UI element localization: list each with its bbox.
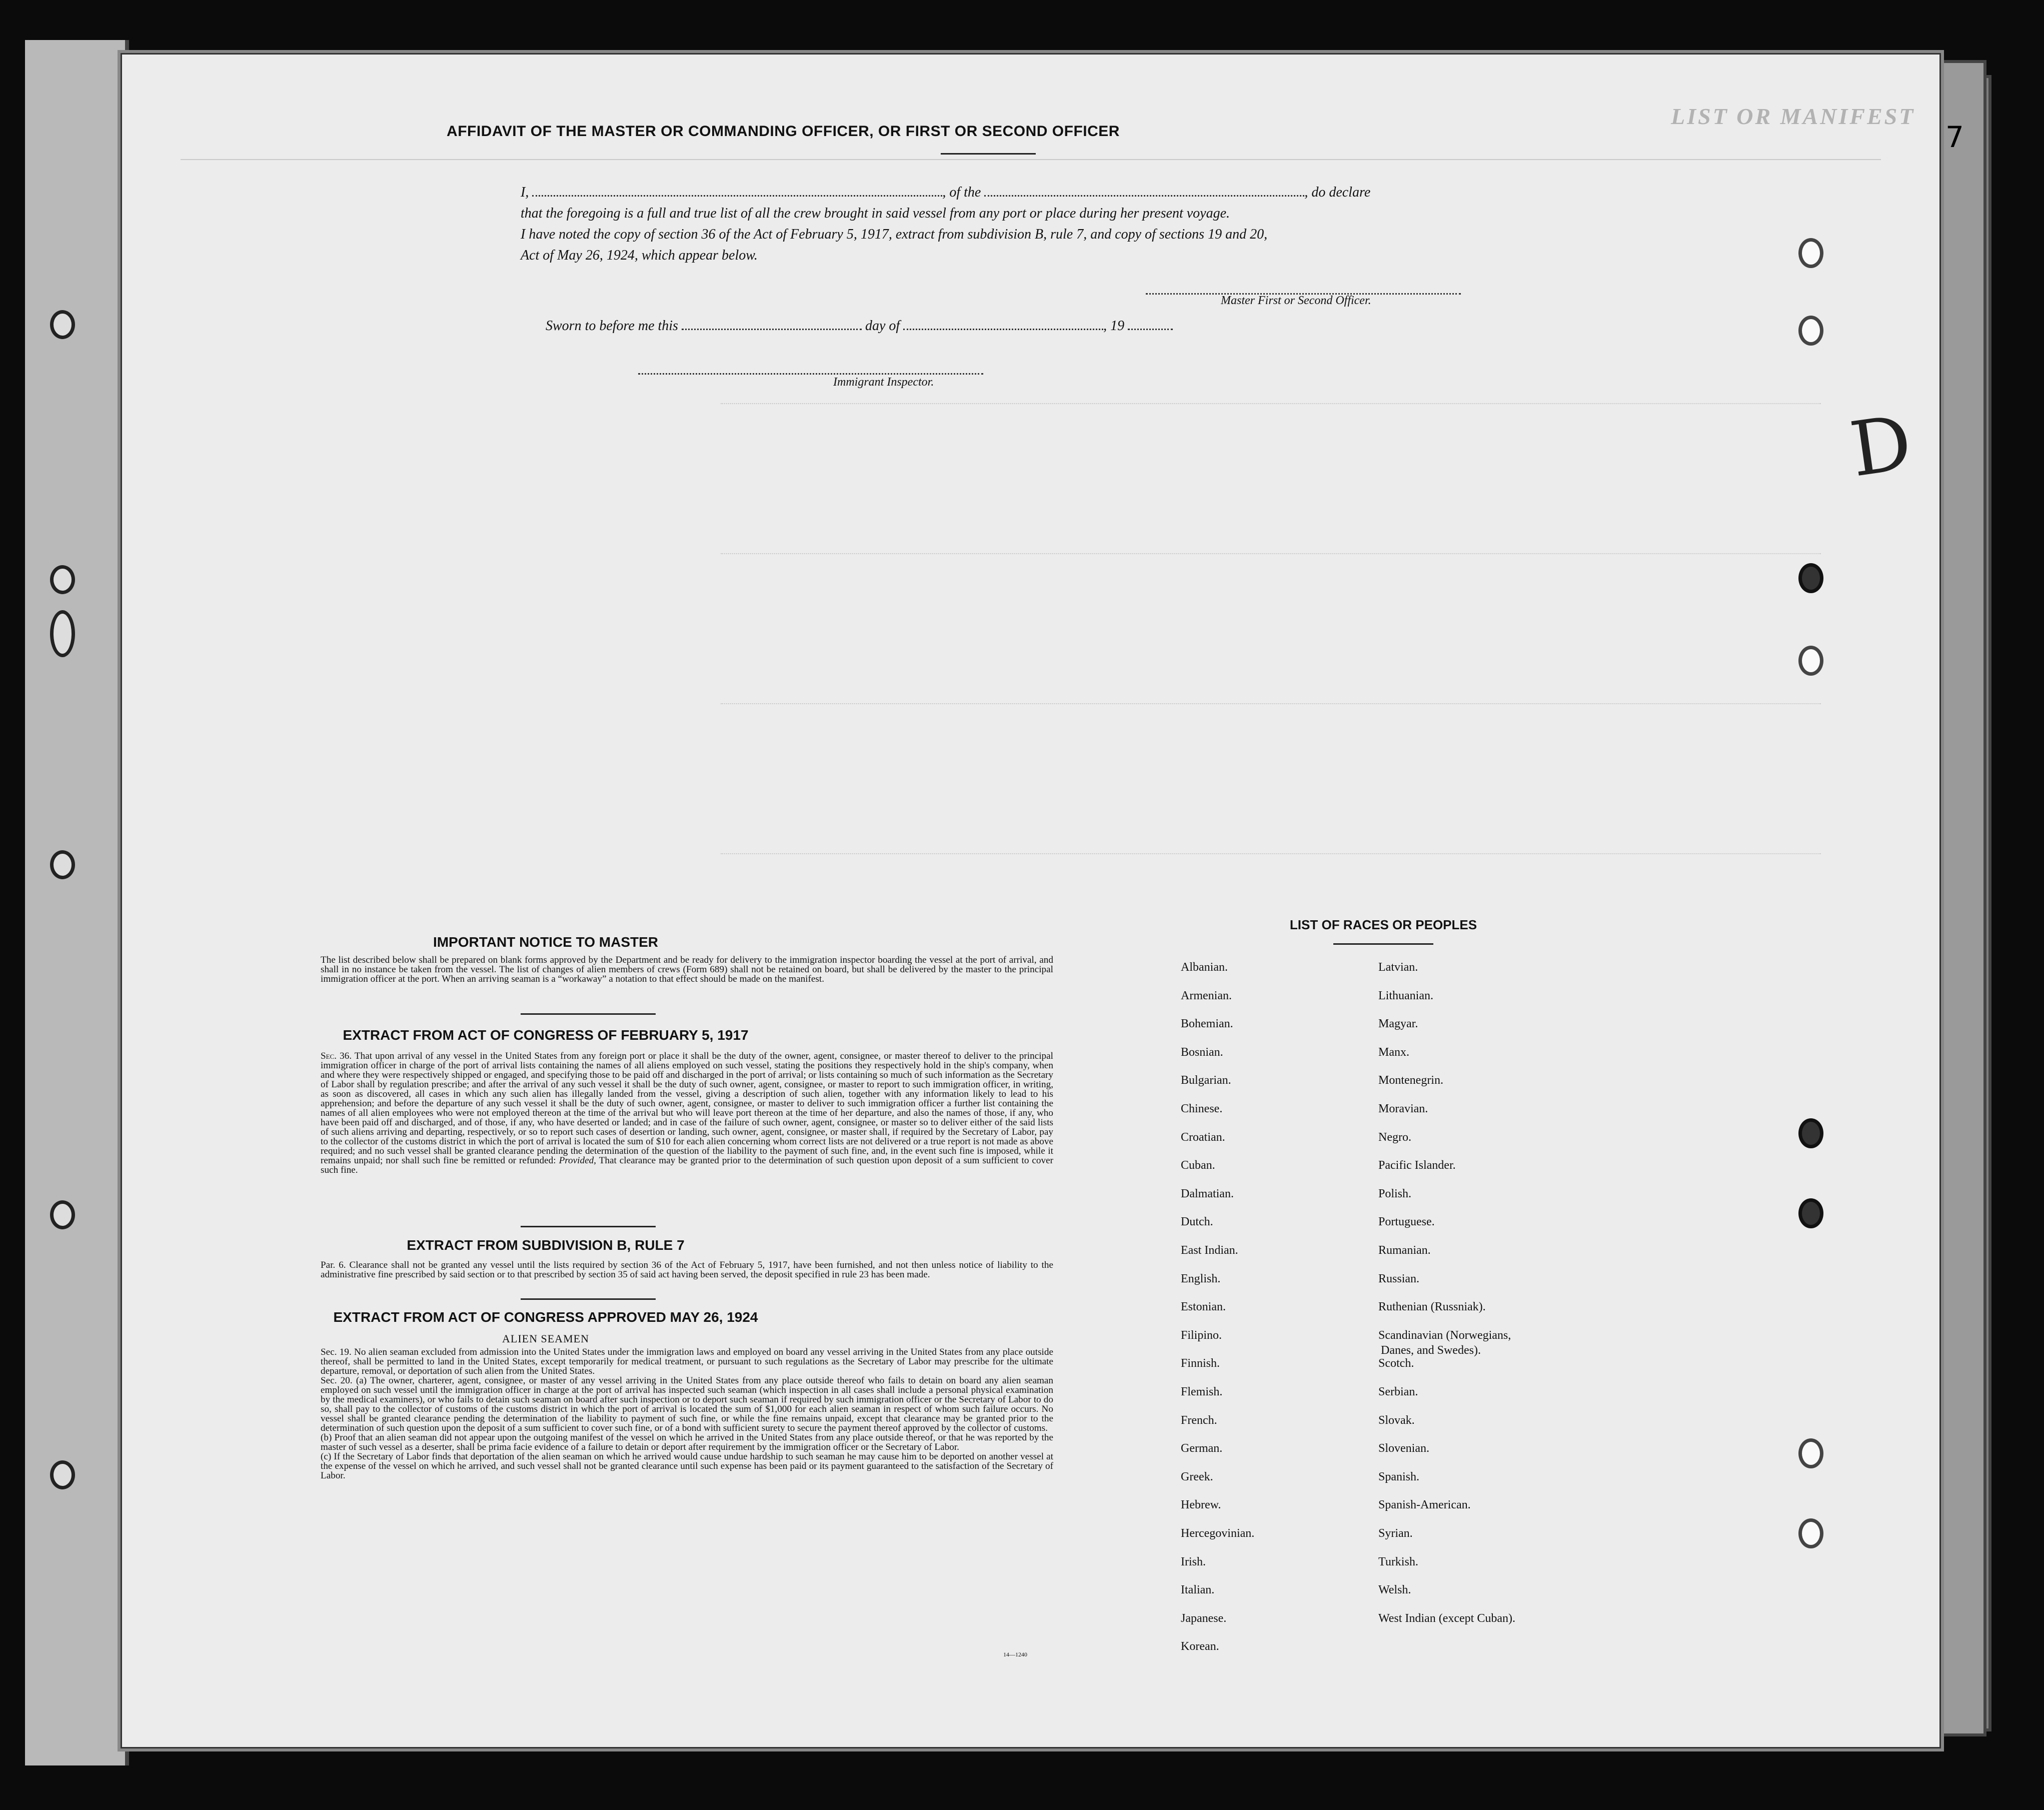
race-item: West Indian (except Cuban). [1378, 1611, 1515, 1625]
punch-hole [1798, 563, 1823, 593]
punch-hole [1798, 238, 1823, 268]
master-caption: Master First or Second Officer. [1221, 294, 1371, 307]
race-item: Danes, and Swedes). [1381, 1343, 1481, 1357]
divider [941, 153, 1036, 155]
rule7-title: EXTRACT FROM SUBDIVISION B, RULE 7 [407, 1237, 685, 1253]
manifest-page: LIST OR MANIFEST D AFFIDAVIT OF THE MASTER OR COMMANDING OFFICER, OR FIRST OR SECOND OFFICER I, , of the , do declare that the foregoing is a full and true list of all the crew brought in said vessel from any port or place during her present voyage. I have noted the copy of section 36 of the Act of February 5, 1917, extract from subdivision B, rule 7, and copy of sections 19 and 20, Act of May 26, 1924, which appear below. Master First or Second Officer. Sworn to before me this day of , 19 Immigrant Inspector. IMPORTANT NOTICE TO MASTER The list described below shall be prepared on blank forms approved by the Department and be ready for delivery to the immigration inspector boarding the vessel at the port of arrival, and shall in no instance be taken from the vessel. The list of changes of alien members of crews (Form 689) shall not be retained on board, but shall be delivered by the master to the principal immigration officer at the port. When an arriving seaman is a “workaway” a notation to that effect should be made on the manifest. EXTRACT FROM ACT OF CONGRESS OF FEBRUARY 5, 1917 Sec. 36. That upon arrival of any vessel in the United States from any foreign port or place it shall be the duty of the owner, agent, consignee, or master thereof to deliver to the principal immigration officer in charge of the port of arrival lists containing the names of all aliens employed on such vessel, stating the positions they respectively hold in the ship's company, when and where they were respectively shipped or engaged, and specifying those to be paid off and discharged in the port of arrival; or lists containing so much of such information as the Secretary of Labor shall by regulation prescribe; and after the arrival of any such vessel it shall be the duty of such owner, agent, consignee, or master to report to such immigration officer, in writing, as soon as discovered, all cases in which any such alien has illegally landed from the vessel, giving a description of such alien, together with any information likely to lead to his apprehension; and before the departure of any such vessel it shall be the duty of such owner, agent, consignee, or master to deliver to such immigration officer a further list containing the names of all alien employees who were not employed thereon at the time of the arrival but who will leave port thereon at the time of her departure, and also the names of those, if any, who have been paid off and discharged, and of those, if any, who have deserted or landed; and in case of the failure of such owner, agent, consignee, or master so to deliver either of the said lists of such aliens arriving and departing, respectively, or so to report such cases of desertion or landing, such owner, agent, consignee, or master shall, if required by the Secretary of Labor, pay to the collector of the customs district in which the port of arrival is located the sum of $10 for each alien concerning whom correct lists are not delivered or a true report is not made as above required; and no such vessel shall be granted clearance pending the determination of the question of the liability to the payment of such fine, and, in the event such fine is imposed, while it remains unpaid; nor shall such fine be remitted or refunded: Provided, That clearance may be granted prior to the determination of such question upon deposit of a sum sufficient to cover such fine. EXTRACT FROM SUBDIVISION B, RULE 7 Par. 6. Clearance shall not be granted any vessel until the lists required by section 36 of the Act of February 5, 1917, have been furnished, and not then unless notice of liability to the administrative fine prescribed by said section or to that prescribed by section 35 of said act having been served, the deposit specified in rule 23 has been made. EXTRACT FROM ACT OF CONGRESS APPROVED MAY 26, 1924 ALIEN SEAMEN Sec. 19. No alien seaman excluded from admission into the United States under the immigration laws and employed on board any vessel arriving in the United States from any place outside thereof, shall be permitted to land in the United States, except temporarily for medical treatment, or pursuant to such regulations as the Secretary of Labor may prescribe for the ultimate departure, removal, or deportation of such alien from the United States. Sec. 20. (a) The owner, charterer, agent, consignee, or master of any vessel arriving in the United States from any place outside thereof who fails to detain on board any alien seaman employed on such vessel until the immigration officer in charge at the port of arrival has inspected such seaman (which inspection in all cases shall include a personal physical examination by the medical examiners), or who fails to detain such seaman on board after such inspection or to deport such seaman if required by such immigration officer or the Secretary of Labor to do so, shall pay to the collector of customs of the customs district in which the port of arrival is located the sum of $1,000 for each alien seaman in respect of whom such failure occurs. No vessel shall be granted clearance pending the determination of the liability to payment of such fine, or while the fine remains unpaid, except that clearance may be granted prior to the determination of such question upon the deposit of a sum sufficient to cover such fine, or of a bond with sufficient surety to secure the payment thereof approved by the collector of customs. (b) Proof that an alien seaman did not appear upon the outgoing manifest of the vessel on which he arrived in the United States from any place outside thereof, or that he was reported by the master of such vessel as a deserter, shall be prima facie evidence of a failure to detain or deport after requirement by the immigration officer or the Secretary of Labor. (c) If the Secretary of Labor finds that deportation of the alien seaman on which he arrived would cause undue hardship to such seaman he may cause him to be deported on another vessel at the expense of the vessel on which he arrived, and such vessel shall not be granted clearance until such expense has been paid or its payment guaranteed to the satisfaction of the Secretary of Labor. 14—1240 LIST OF RACES OR PEOPLES Albanian. Armenian. Bohemian. Bosnian. Bulgarian. Chinese. Croatian. Cuban. Dalmatian. Dutch. East Indian. English. Estonian. Filipino. Finnish. Flemish. French. German. Greek. Hebrew. Hercegovinian. Irish. Italian. Japanese. Korean. Latvian. Lithuanian. Magyar. Manx. Montenegrin. Moravian. Negro. Pacific Islander. Polish. Portuguese. Rumanian. Russian. Ruthenian (Russniak). Scandinavian (Norwegians, Danes, and Swedes). Scotch. Serbian. Slovak. Slovenian. Spanish. Spanish-American. Syrian. Turkish. Welsh. West Indian (except Cuban). [118, 50, 1944, 1751]
notice-paragraph: The list described below shall be prepared on blank forms approved by the Department and be ready for delivery to the immigration inspector boarding the vessel at the port of arrival, and shall in no instance be taken from the vessel. The list of changes of alien members of crews (Form 689) shall not be retained on board, but shall be delivered by the master to the principal immigration officer at the port. When an arriving seaman is a “workaway” a notation to that effect should be made on the manifest. [321, 955, 1053, 984]
race-item: Hebrew. [1181, 1498, 1221, 1512]
affidavit-line-3: I have noted the copy of section 36 of the Act of February 5, 1917, extract from subdivision B, rule 7, and copy of sections 19 and 20, [521, 227, 1268, 242]
race-item: Filipino. [1181, 1328, 1222, 1342]
sec20b-text: (b) Proof that an alien seaman did not appear upon the outgoing manifest of the vessel on which he arrived in the United States from any place outside thereof, or that he was reported by the master of such vessel as a deserter, shall be prima facie evidence of a failure to detain or deport after requirement by the immigration officer or the Secretary of Labor. [321, 1432, 1053, 1452]
race-item: Albanian. [1181, 961, 1228, 974]
sworn-day: day of [865, 318, 900, 334]
divider [521, 1013, 656, 1015]
race-item: Flemish. [1181, 1385, 1223, 1398]
race-item: Magyar. [1378, 1017, 1418, 1031]
name-blank [532, 184, 942, 197]
race-item: Syrian. [1378, 1527, 1413, 1540]
notice-title: IMPORTANT NOTICE TO MASTER [433, 934, 659, 950]
race-item: Manx. [1378, 1045, 1409, 1059]
race-item: Pacific Islander. [1378, 1159, 1456, 1172]
race-item: Armenian. [1181, 989, 1232, 1002]
race-item: Estonian. [1181, 1300, 1226, 1314]
race-item: Latvian. [1378, 961, 1418, 974]
race-item: Portuguese. [1378, 1215, 1435, 1229]
race-item: Ruthenian (Russniak). [1378, 1300, 1486, 1314]
notice-text [301, 955, 1053, 984]
sec20c-text: (c) If the Secretary of Labor finds that deportation of the alien seaman on which he arrived would cause undue hardship to such seaman he may cause him to be deported on another vessel at the expense of the vessel on which he arrived, and such vessel shall not be granted clearance until such expense has been paid or its payment guaranteed to the satisfaction of the Secretary of Labor. [321, 1451, 1053, 1481]
punch-hole [1798, 1518, 1823, 1548]
proviso-label: Provided, [559, 1155, 596, 1166]
divider [1333, 943, 1433, 945]
affidavit-declare: , do declare [1304, 185, 1371, 200]
race-item: Spanish. [1378, 1470, 1420, 1483]
race-item: Bulgarian. [1181, 1074, 1231, 1087]
binder-ring [50, 310, 75, 339]
extract-1924-title: EXTRACT FROM ACT OF CONGRESS APPROVED MAY 26, 1924 [333, 1309, 758, 1325]
race-item: Dutch. [1181, 1215, 1213, 1229]
race-item: Spanish-American. [1378, 1498, 1471, 1512]
binder-ring [50, 1460, 75, 1489]
race-item: French. [1181, 1413, 1217, 1427]
race-item: Moravian. [1378, 1102, 1428, 1115]
race-item: English. [1181, 1272, 1221, 1285]
month-blank [903, 318, 1103, 330]
proviso-text: That clearance may be granted prior to the determination of such question upon deposit of a sum sufficient to cover such fine. [321, 1155, 1054, 1175]
punch-hole [1798, 1438, 1823, 1468]
page-mark: 7 [1945, 120, 1964, 154]
sec20a-text: Sec. 20. (a) The owner, charterer, agent, consignee, or master of any vessel arriving in the United States from any place outside thereof who fails to detain on board any alien seaman employed on such vessel until the immigration officer in charge at the port of arrival has inspected such seaman (which inspection in all cases shall include a personal physical examination by the medical examiners), or who fails to detain such seaman on board after such inspection or to deport such seaman if required by such immigration officer or the Secretary of Labor to do so, shall pay to the collector of customs of the customs district in which the port of arrival is located the sum of $1,000 for each alien seaman in respect of whom such failure occurs. No vessel shall be granted clearance pending the determination of the liability to payment of such fine, or while the fine remains unpaid, except that clearance may be granted prior to the determination of such question upon the deposit of a sum sufficient to cover such fine, or of a bond with sufficient surety to secure the payment thereof approved by the collector of customs. [321, 1375, 1053, 1433]
binder-ring [50, 1200, 75, 1229]
race-item: Scandinavian (Norwegians, [1378, 1328, 1511, 1342]
day-blank [682, 318, 862, 330]
race-item: East Indian. [1181, 1244, 1238, 1257]
race-item: Slovenian. [1378, 1442, 1429, 1455]
binder-ring [50, 565, 75, 594]
affidavit-line-1 [521, 182, 1601, 203]
section-36-text: That upon arrival of any vessel in the United States from any foreign port or place it shall be the duty of the owner, agent, consignee, or master thereof to deliver to the principal immigration officer in charge of the port of arrival lists containing the names of all aliens employed on such vessel, stating the positions they respectively hold in the ship's company, when and where they were respectively shipped or engaged, and specifying those to be paid off and discharged in the port of arrival; or lists containing so much of such information as the Secretary of Labor shall by regulation prescribe; and after the arrival of any such vessel it shall be the duty of such owner, agent, consignee, or master to report to such immigration officer, in writing, as soon as discovered, all cases in which any such alien has illegally landed from the vessel, giving a description of such alien, together with any information likely to lead to his apprehension; and before the departure of any such vessel it shall be the duty of such owner, agent, consignee, or master to deliver to such immigration officer a further list containing the names of all alien employees who were not employed thereon at the time of the arrival but who will leave port thereon at the time of her departure, and also the names of those, if any, who have been paid off and discharged, and of those, if any, who have deserted or landed; and in case of the failure of such owner, agent, consignee, or master so to deliver either of the said lists of such aliens arriving and departing, respectively, or so to report such cases of desertion or landing, such owner, agent, consignee, or master shall, if required by the Secretary of Labor, pay to the collector of the customs district in which the port of arrival is located the sum of $10 for each alien concerning whom correct lists are not delivered or a true report is not made as above required; and no such vessel shall be granted clearance pending the determination of the question of the liability to the payment of such fine, and, in the event such fine is imposed, while it remains unpaid; nor shall such fine be remitted or refunded: [321, 1051, 1053, 1166]
race-item: Japanese. [1181, 1611, 1227, 1625]
race-item: Chinese. [1181, 1102, 1223, 1115]
race-item: Dalmatian. [1181, 1187, 1234, 1200]
race-item: Serbian. [1378, 1385, 1418, 1398]
punch-hole [1798, 316, 1823, 346]
extract-1924-text [301, 1347, 1053, 1480]
vessel-blank [984, 184, 1304, 197]
races-title: LIST OF RACES OR PEOPLES [1289, 917, 1477, 932]
race-item: Rumanian. [1378, 1244, 1431, 1257]
sec19-text: Sec. 19. No alien seaman excluded from admission into the United States under the immigration laws and employed on board any vessel arriving in the United States from any place outside thereof, shall be permitted to land in the United States, except temporarily for medical treatment, or pursuant to such regulations as the Secretary of Labor may prescribe for the ultimate departure, removal, or deportation of such alien from the United States. [321, 1347, 1053, 1376]
race-item: Negro. [1378, 1130, 1411, 1144]
master-signature-line [1146, 282, 1461, 295]
affidavit-of-the: , of the [942, 185, 981, 200]
punch-hole [1798, 1198, 1823, 1228]
race-item: Finnish. [1181, 1357, 1220, 1370]
race-item: Cuban. [1181, 1159, 1215, 1172]
sworn-year: , 19 [1103, 318, 1125, 334]
race-item: Polish. [1378, 1187, 1412, 1200]
race-item: Italian. [1181, 1583, 1215, 1597]
handwritten-mark: D [1845, 399, 1917, 494]
race-item: Russian. [1378, 1272, 1420, 1285]
affidavit-line-4: Act of May 26, 1924, which appear below. [521, 248, 758, 263]
race-item: Greek. [1181, 1470, 1213, 1483]
inspector-signature-line [638, 362, 983, 375]
race-item: Turkish. [1378, 1555, 1418, 1568]
alien-seamen-subtitle: ALIEN SEAMEN [502, 1332, 589, 1345]
divider [521, 1298, 656, 1300]
extract-1917-title: EXTRACT FROM ACT OF CONGRESS OF FEBRUARY 5, 1917 [343, 1027, 749, 1043]
race-item: Slovak. [1378, 1413, 1415, 1427]
race-item: Montenegrin. [1378, 1074, 1443, 1087]
affidavit-line-2: that the foregoing is a full and true list of all the crew brought in said vessel from any port or place during her present voyage. [521, 206, 1230, 221]
sworn-line [546, 316, 1346, 337]
extract-1917-text [301, 1051, 1053, 1175]
binder-ring [50, 610, 75, 657]
race-item: Bohemian. [1181, 1017, 1233, 1031]
race-item: Irish. [1181, 1555, 1206, 1568]
left-binder-strip [25, 40, 129, 1765]
form-number: 14—1240 [1003, 1651, 1027, 1658]
race-item: Croatian. [1181, 1130, 1225, 1144]
section-label: Sec. 36. [321, 1051, 352, 1061]
rule7-paragraph: Par. 6. Clearance shall not be granted any vessel until the lists required by section 36 of the Act of February 5, 1917, have been furnished, and not then unless notice of liability to the administrative fine prescribed by said section or to that prescribed by section 35 of said act having been served, the deposit specified in rule 23 has been made. [321, 1260, 1053, 1280]
binder-ring [50, 850, 75, 879]
punch-hole [1798, 646, 1823, 676]
rule7-text [301, 1260, 1053, 1279]
race-item: Bosnian. [1181, 1045, 1223, 1059]
punch-hole [1798, 1118, 1823, 1148]
race-item: Hercegovinian. [1181, 1527, 1255, 1540]
race-item: Lithuanian. [1378, 989, 1433, 1002]
race-item: Scotch. [1378, 1357, 1414, 1370]
sworn-start: Sworn to before me this [546, 318, 678, 334]
year-blank [1128, 318, 1173, 330]
race-item: German. [1181, 1442, 1223, 1455]
race-item: Korean. [1181, 1640, 1219, 1653]
race-item: Welsh. [1378, 1583, 1411, 1597]
affidavit-i: I, [521, 185, 529, 200]
inspector-caption: Immigrant Inspector. [833, 376, 934, 389]
affidavit-title: AFFIDAVIT OF THE MASTER OR COMMANDING OFFICER, OR FIRST OR SECOND OFFICER [447, 123, 1120, 140]
divider [521, 1226, 656, 1227]
